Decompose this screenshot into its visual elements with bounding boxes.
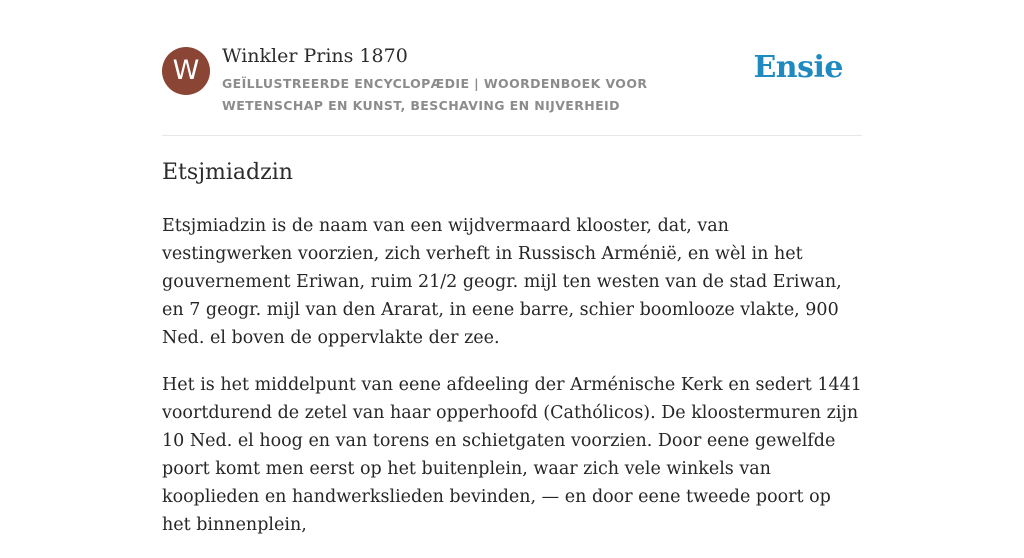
entry-body	[162, 212, 862, 558]
ensie-logo[interactable]: Ensie	[753, 50, 843, 85]
source-header	[162, 0, 862, 136]
source-subtitle: GEÏLLUSTREERDE ENCYCLOPÆDIE | WOORDENBOEK VOOR WETENSCHAP EN KUNST, BESCHAVING EN NIJVERHEID	[222, 76, 648, 113]
entry-paragraph: Etsjmiadzin is de naam van een wijdvermaard klooster, dat, van vestingwerken voorzien, zich verheft in Russisch Arménië, en wèl in het gouvernement Eriwan, ruim 21/2 geogr. mijl ten westen van de stad Eriwan, en 7 geogr. mijl van den Ararat, in eene barre, schier boomlooze vlakte, 900 Ned. el boven de oppervlakte der zee.	[162, 216, 842, 348]
page-container	[162, 0, 862, 535]
source-avatar[interactable]: W	[162, 47, 210, 95]
source-title[interactable]: Winkler Prins 1870	[222, 45, 408, 67]
entry-paragraph: Het is het middelpunt van eene afdeeling der Arménische Kerk en sedert 1441 voortdurend de zetel van haar opperhoofd (Cathólicos). De kloostermuren zijn 10 Ned. el hoog en van torens en schietgaten voorzien. Door eene gewelfde poort komt men eerst op het buitenplein, waar zich vele winkels van kooplieden en handwerkslieden bevinden, — en door eene tweede poort op het binnenplein,	[162, 375, 862, 535]
entry-title: Etsjmiadzin	[162, 160, 293, 185]
